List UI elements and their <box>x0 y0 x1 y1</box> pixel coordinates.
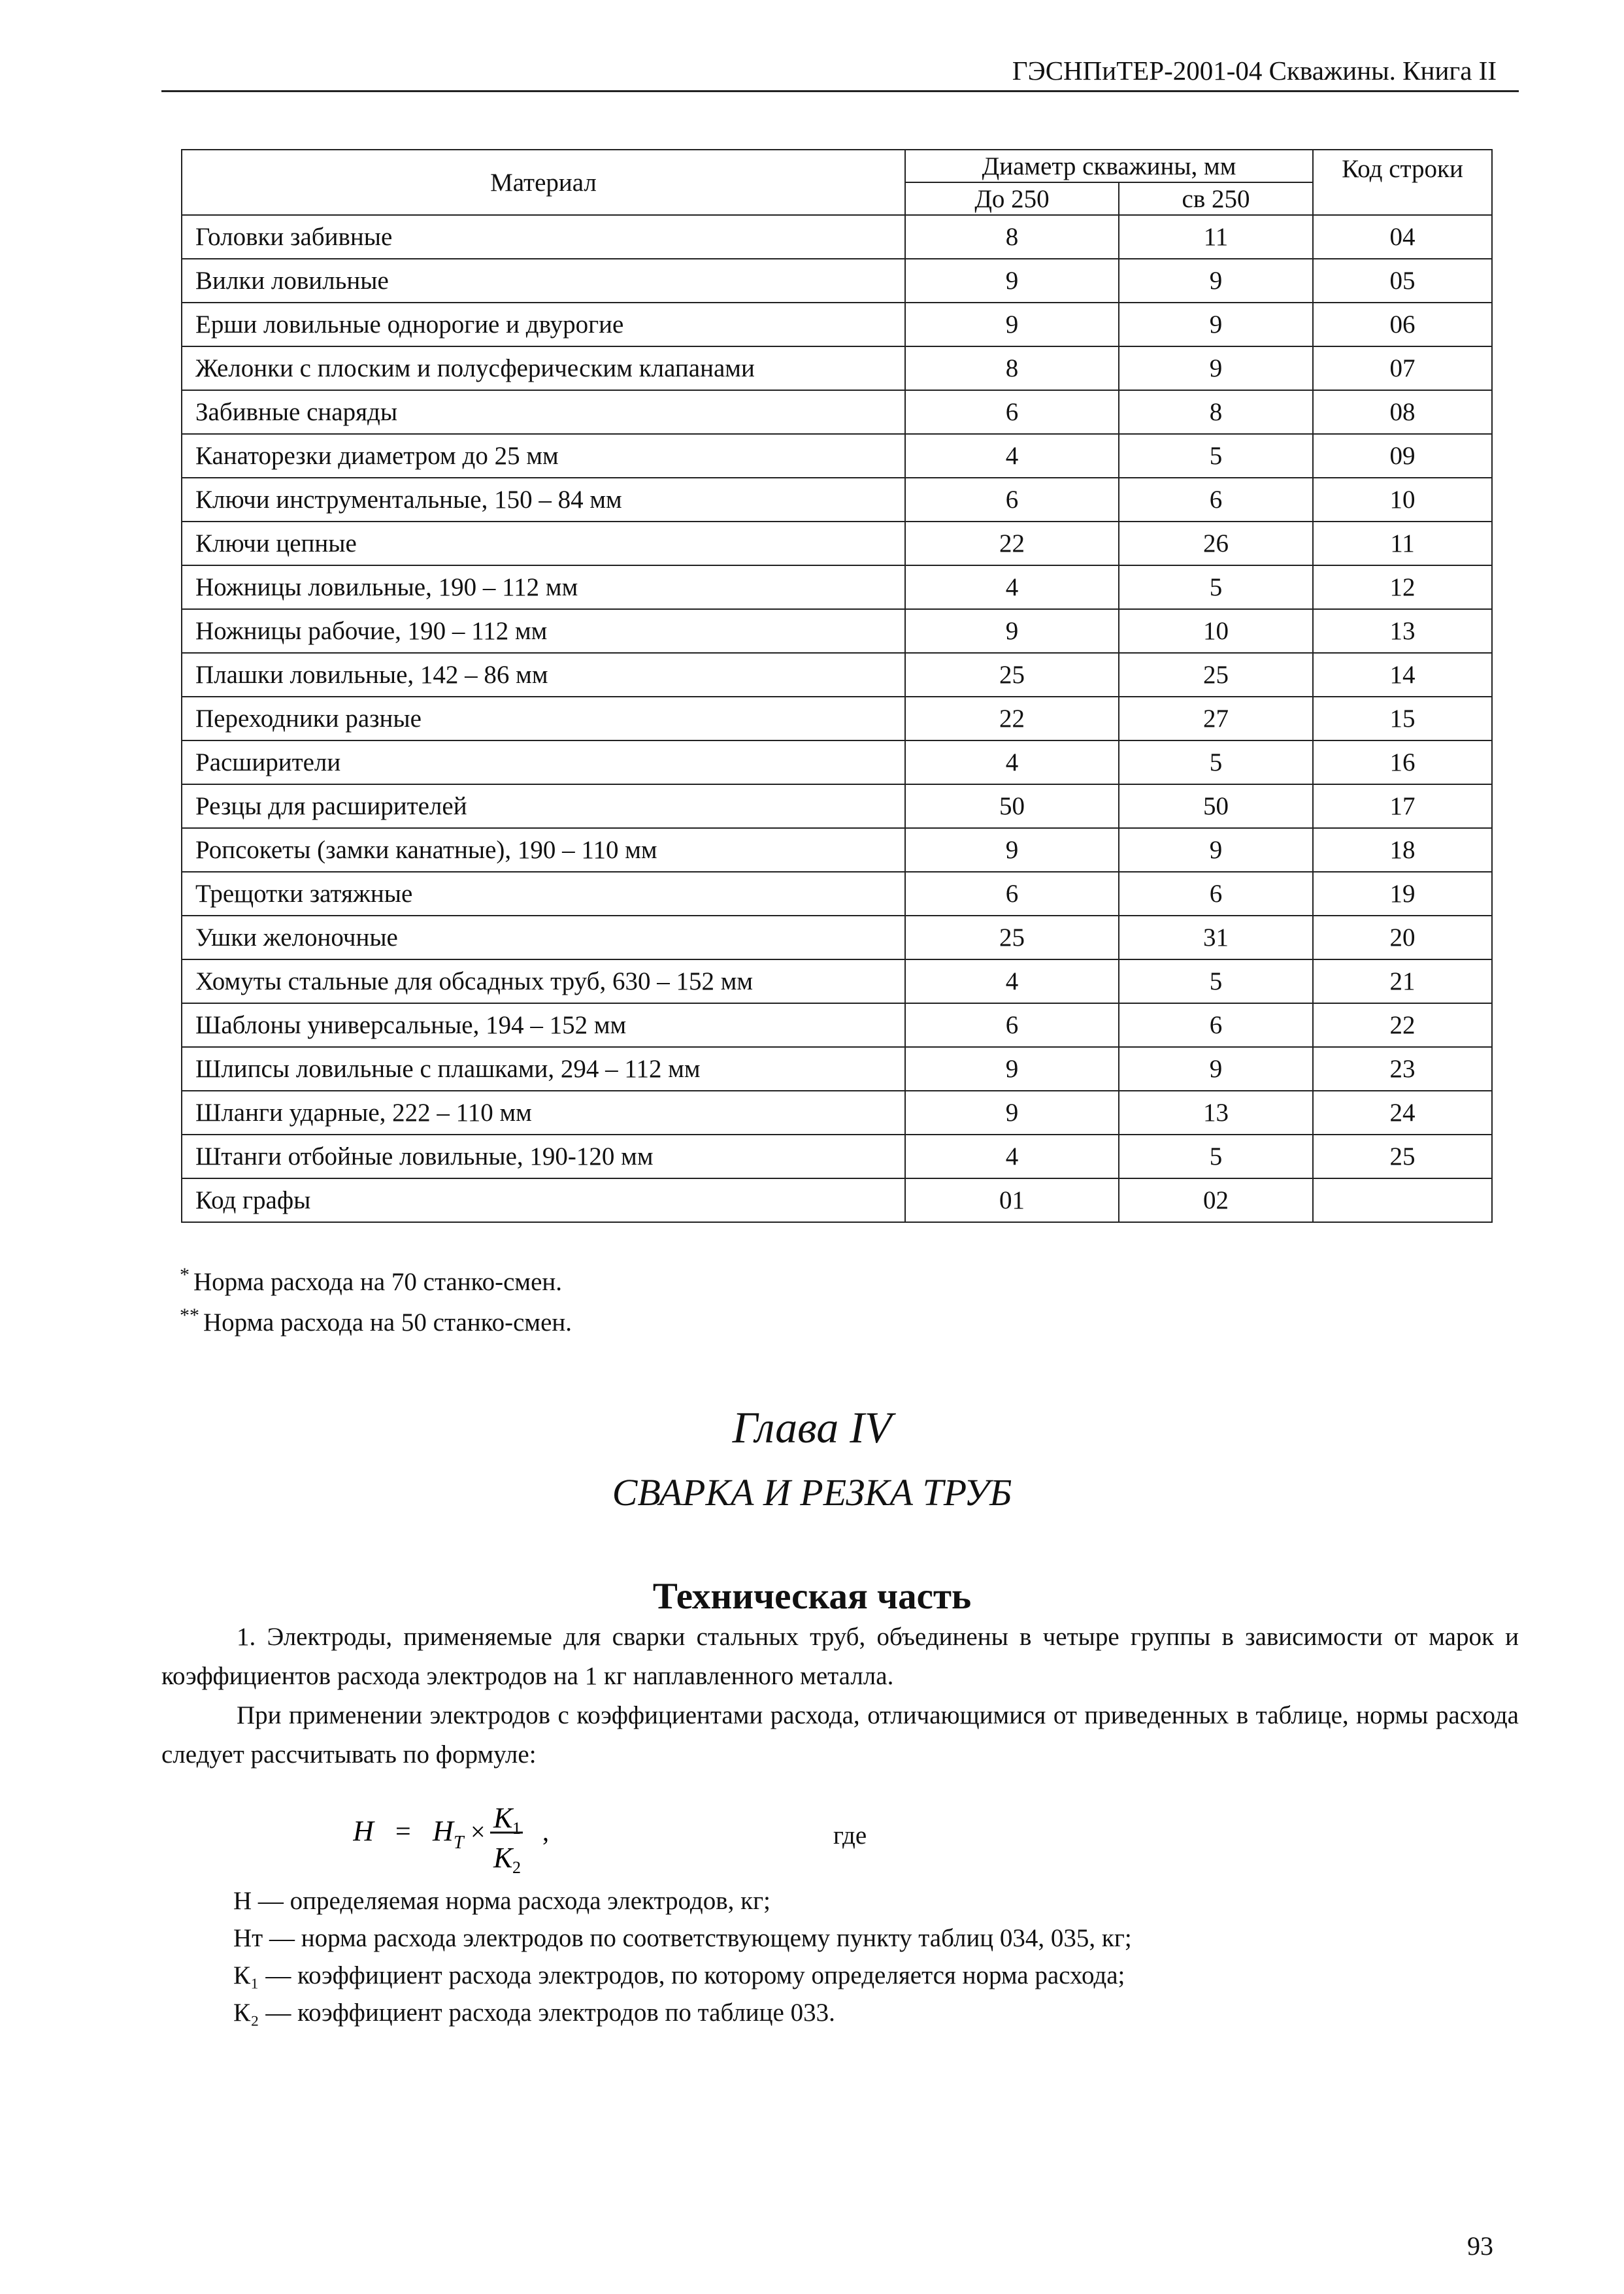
cell-gt250: 02 <box>1119 1178 1313 1222</box>
cell-code: 13 <box>1313 609 1492 653</box>
cell-le250: 22 <box>905 697 1119 740</box>
cell-le250: 9 <box>905 259 1119 303</box>
cell-code <box>1313 1178 1492 1222</box>
formula-times: × <box>471 1817 486 1846</box>
cell-le250: 6 <box>905 390 1119 434</box>
footnote-mark: ** <box>180 1305 199 1326</box>
cell-material: Трещотки затяжные <box>182 872 905 916</box>
paragraph-1: 1. Электроды, применяемые для сварки стальных труб, объединены в четыре группы в зависимости от марок и коэффициентов расхода электродов на 1 кг наплавленного металла. <box>161 1623 1519 1690</box>
table-row <box>182 522 1492 565</box>
table-row <box>182 346 1492 390</box>
cell-gt250: 5 <box>1119 434 1313 478</box>
cell-gt250: 5 <box>1119 740 1313 784</box>
cell-le250: 4 <box>905 1135 1119 1178</box>
table-row <box>182 653 1492 697</box>
column-header-gt250: св 250 <box>1119 182 1313 215</box>
cell-material: Ножницы ловильные, 190 – 112 мм <box>182 565 905 609</box>
cell-le250: 9 <box>905 303 1119 346</box>
cell-code: 25 <box>1313 1135 1492 1178</box>
cell-gt250: 9 <box>1119 828 1313 872</box>
cell-material: Код графы <box>182 1178 905 1222</box>
cell-material: Шаблоны универсальные, 194 – 152 мм <box>182 1003 905 1047</box>
table-row <box>182 740 1492 784</box>
cell-material: Канаторезки диаметром до 25 мм <box>182 434 905 478</box>
cell-material: Головки забивные <box>182 215 905 259</box>
cell-code: 22 <box>1313 1003 1492 1047</box>
table-row <box>182 872 1492 916</box>
cell-le250: 9 <box>905 828 1119 872</box>
footnotes <box>180 1258 572 1339</box>
table-row <box>182 1178 1492 1222</box>
table-row <box>182 565 1492 609</box>
table-row <box>182 1003 1492 1047</box>
column-header-diameter: Диаметр скважины, мм <box>905 150 1313 182</box>
section-heading: Техническая часть <box>652 1576 972 1617</box>
cell-gt250: 9 <box>1119 259 1313 303</box>
footnote-text: Норма расхода на 70 станко-смен. <box>193 1268 563 1296</box>
cell-code: 12 <box>1313 565 1492 609</box>
definition-item: Нт — норма расхода электродов по соответствующему пункту таблиц 034, 035, кг; <box>233 1924 1132 1952</box>
cell-material: Расширители <box>182 740 905 784</box>
cell-le250: 9 <box>905 1047 1119 1091</box>
cell-code: 10 <box>1313 478 1492 522</box>
formula-lhs: H <box>353 1815 374 1847</box>
cell-code: 09 <box>1313 434 1492 478</box>
cell-gt250: 11 <box>1119 215 1313 259</box>
cell-le250: 4 <box>905 740 1119 784</box>
formula-numerator-subscript: 1 <box>512 1819 521 1838</box>
cell-material: Ключи цепные <box>182 522 905 565</box>
cell-gt250: 5 <box>1119 1135 1313 1178</box>
page-number: 93 <box>1467 2231 1493 2261</box>
definition-item: Н — определяемая норма расхода электродов, кг; <box>233 1887 771 1915</box>
table-body <box>182 215 1492 1222</box>
cell-material: Плашки ловильные, 142 – 86 мм <box>182 653 905 697</box>
table-row <box>182 828 1492 872</box>
formula-denominator: K <box>493 1842 513 1874</box>
cell-gt250: 10 <box>1119 609 1313 653</box>
cell-gt250: 50 <box>1119 784 1313 828</box>
table-row <box>182 609 1492 653</box>
table-row <box>182 916 1492 959</box>
cell-material: Ушки желоночные <box>182 916 905 959</box>
cell-material: Ключи инструментальные, 150 – 84 мм <box>182 478 905 522</box>
cell-gt250: 9 <box>1119 346 1313 390</box>
cell-material: Ножницы рабочие, 190 – 112 мм <box>182 609 905 653</box>
cell-material: Резцы для расширителей <box>182 784 905 828</box>
cell-material: Шланги ударные, 222 – 110 мм <box>182 1091 905 1135</box>
cell-le250: 4 <box>905 434 1119 478</box>
footnote <box>180 1299 572 1339</box>
cell-le250: 4 <box>905 959 1119 1003</box>
cell-gt250: 8 <box>1119 390 1313 434</box>
table-row <box>182 959 1492 1003</box>
cell-code: 11 <box>1313 522 1492 565</box>
column-header-le250: До 250 <box>905 182 1119 215</box>
formula-denominator-subscript: 2 <box>512 1858 521 1876</box>
cell-gt250: 26 <box>1119 522 1313 565</box>
definitions <box>233 1882 1132 2031</box>
cell-material: Штанги отбойные ловильные, 190-120 мм <box>182 1135 905 1178</box>
cell-gt250: 13 <box>1119 1091 1313 1135</box>
column-header-code: Код строки <box>1313 150 1492 215</box>
cell-le250: 8 <box>905 346 1119 390</box>
cell-code: 16 <box>1313 740 1492 784</box>
running-header: ГЭСНПиТЕР-2001-04 Скважины. Книга II <box>1012 56 1497 86</box>
cell-material: Забивные снаряды <box>182 390 905 434</box>
cell-le250: 4 <box>905 565 1119 609</box>
footnote-text: Норма расхода на 50 станко-смен. <box>203 1308 572 1337</box>
formula-where: где <box>833 1821 867 1850</box>
cell-code: 17 <box>1313 784 1492 828</box>
table-row <box>182 1091 1492 1135</box>
table-row <box>182 215 1492 259</box>
cell-le250: 01 <box>905 1178 1119 1222</box>
cell-le250: 25 <box>905 653 1119 697</box>
cell-le250: 8 <box>905 215 1119 259</box>
cell-code: 07 <box>1313 346 1492 390</box>
cell-le250: 6 <box>905 478 1119 522</box>
footnote <box>180 1258 572 1299</box>
chapter-subtitle: СВАРКА И РЕЗКА ТРУБ <box>612 1471 1012 1514</box>
paragraph-2: При применении электродов с коэффициентами расхода, отличающимися от приведенных в таблице, нормы расхода следует рассчитывать по формуле: <box>161 1701 1519 1769</box>
cell-material: Ропсокеты (замки канатные), 190 – 110 мм <box>182 828 905 872</box>
cell-gt250: 9 <box>1119 303 1313 346</box>
formula-base-subscript: T <box>454 1833 464 1853</box>
cell-le250: 9 <box>905 609 1119 653</box>
table-row <box>182 784 1492 828</box>
cell-gt250: 5 <box>1119 565 1313 609</box>
cell-code: 23 <box>1313 1047 1492 1091</box>
cell-code: 19 <box>1313 872 1492 916</box>
cell-gt250: 6 <box>1119 1003 1313 1047</box>
cell-le250: 50 <box>905 784 1119 828</box>
table-header-row <box>182 150 1492 182</box>
table-row <box>182 390 1492 434</box>
cell-material: Шлипсы ловильные с плашками, 294 – 112 мм <box>182 1047 905 1091</box>
norms-table <box>181 149 1493 1223</box>
formula <box>353 1791 627 1876</box>
cell-gt250: 6 <box>1119 872 1313 916</box>
cell-le250: 22 <box>905 522 1119 565</box>
cell-gt250: 5 <box>1119 959 1313 1003</box>
cell-le250: 9 <box>905 1091 1119 1135</box>
table-row <box>182 434 1492 478</box>
cell-code: 14 <box>1313 653 1492 697</box>
definition-item: К₁ — коэффициент расхода электродов, по которому определяется норма расхода; <box>233 1961 1125 1989</box>
chapter-title: Глава IV <box>732 1403 892 1452</box>
cell-gt250: 27 <box>1119 697 1313 740</box>
cell-le250: 25 <box>905 916 1119 959</box>
cell-gt250: 25 <box>1119 653 1313 697</box>
footnote-mark: * <box>180 1264 190 1286</box>
formula-comma: , <box>542 1817 549 1846</box>
cell-material: Ерши ловильные однорогие и двурогие <box>182 303 905 346</box>
cell-gt250: 6 <box>1119 478 1313 522</box>
table-row <box>182 1135 1492 1178</box>
cell-material: Желонки с плоским и полусферическим клапанами <box>182 346 905 390</box>
cell-gt250: 9 <box>1119 1047 1313 1091</box>
cell-code: 24 <box>1313 1091 1492 1135</box>
cell-code: 21 <box>1313 959 1492 1003</box>
table-row <box>182 303 1492 346</box>
table-row <box>182 478 1492 522</box>
formula-numerator: K <box>493 1802 513 1834</box>
table-row <box>182 697 1492 740</box>
cell-code: 04 <box>1313 215 1492 259</box>
cell-code: 08 <box>1313 390 1492 434</box>
cell-le250: 6 <box>905 1003 1119 1047</box>
cell-material: Хомуты стальные для обсадных труб, 630 – 152 мм <box>182 959 905 1003</box>
cell-code: 06 <box>1313 303 1492 346</box>
formula-equals: = <box>395 1817 411 1847</box>
definition-item: К₂ — коэффициент расхода электродов по таблице 033. <box>233 1999 835 2027</box>
cell-material: Переходники разные <box>182 697 905 740</box>
column-header-material: Материал <box>182 150 905 215</box>
header-rule <box>161 90 1519 92</box>
cell-gt250: 31 <box>1119 916 1313 959</box>
cell-code: 05 <box>1313 259 1492 303</box>
cell-code: 20 <box>1313 916 1492 959</box>
cell-le250: 6 <box>905 872 1119 916</box>
table-row <box>182 1047 1492 1091</box>
cell-code: 15 <box>1313 697 1492 740</box>
cell-material: Вилки ловильные <box>182 259 905 303</box>
formula-base: H <box>433 1815 454 1847</box>
table-row <box>182 259 1492 303</box>
cell-code: 18 <box>1313 828 1492 872</box>
